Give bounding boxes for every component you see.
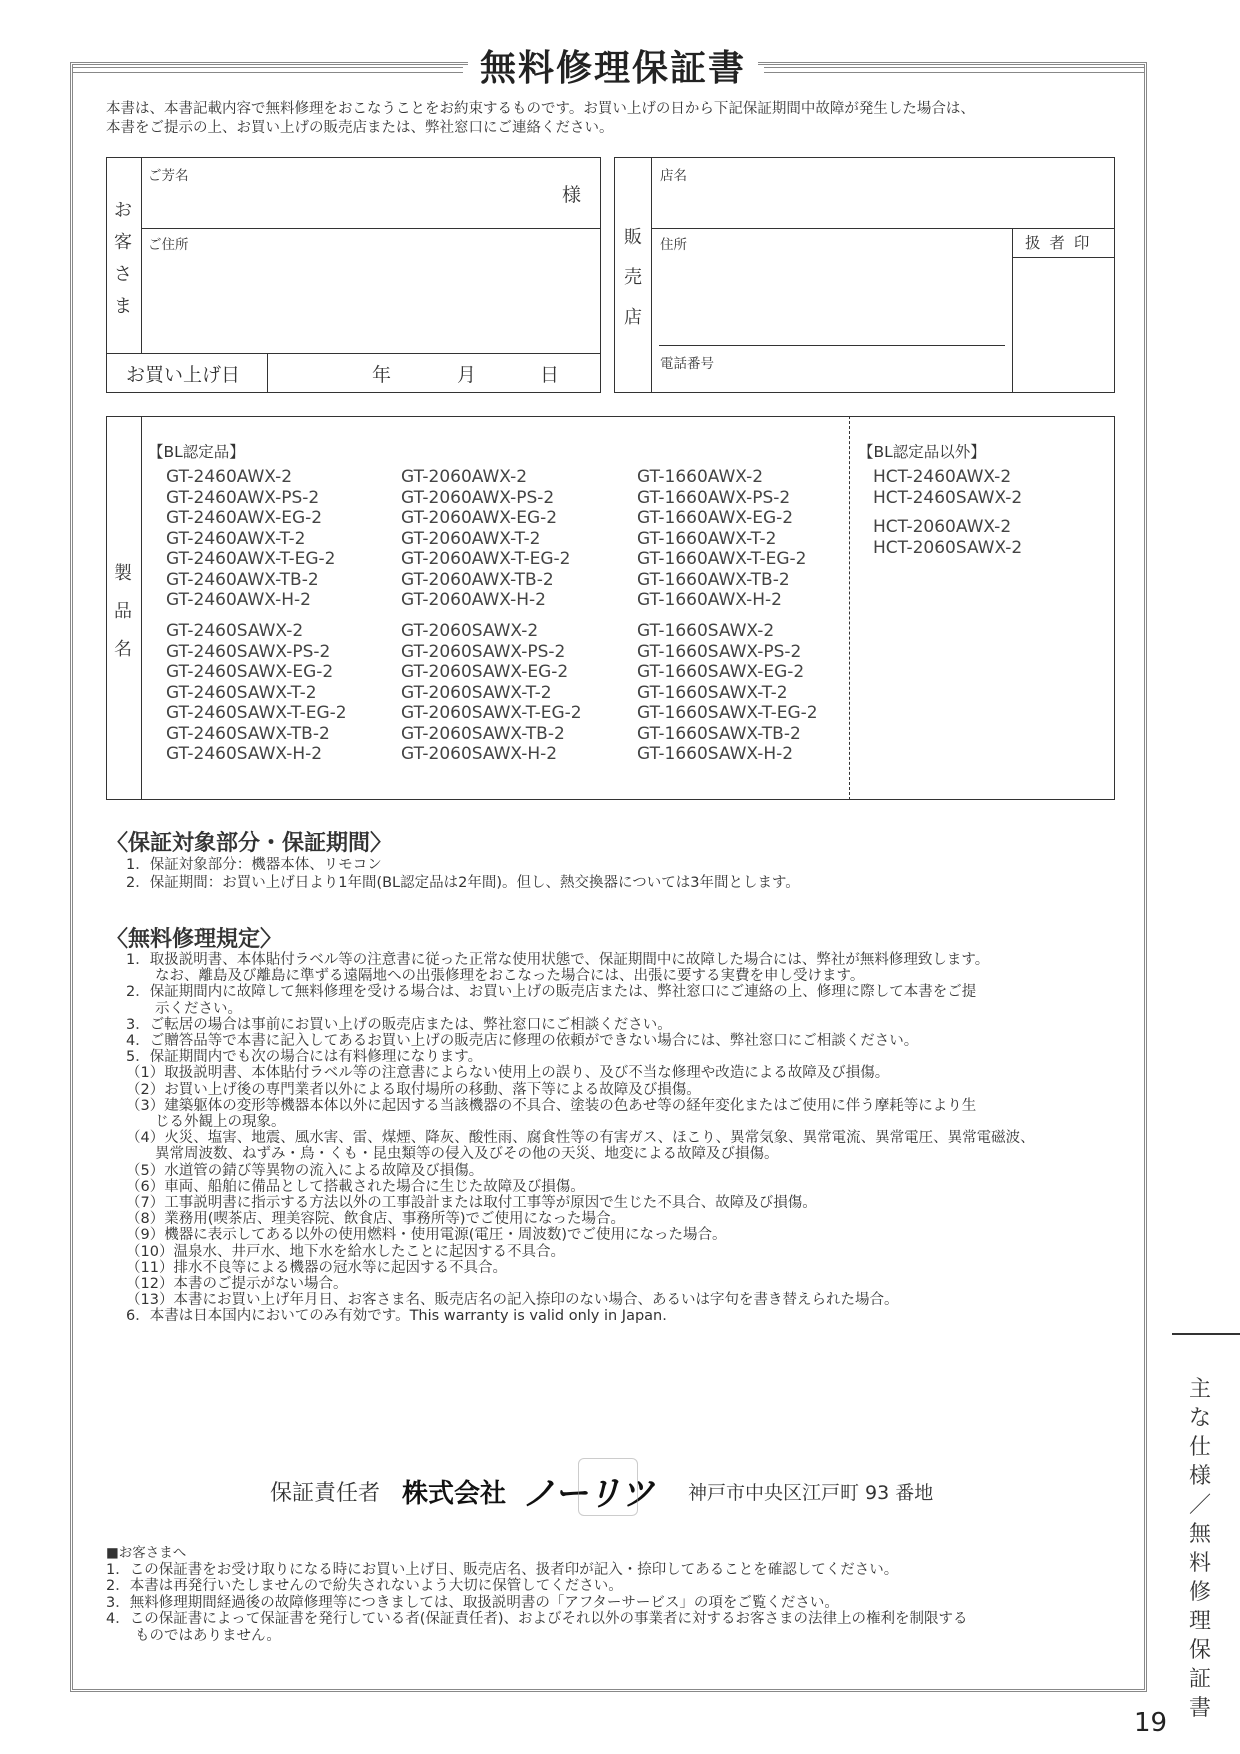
dealer-name-rule [651, 228, 1115, 229]
coverage-title: 〈保証対象部分・保証期間〉 [106, 831, 393, 856]
notes-header: ■お客さまへ [106, 1545, 187, 1561]
name-label: ご芳名 [148, 168, 189, 184]
page-number: 19 [1134, 1708, 1168, 1738]
model-column: HCT-2460AWX-2 HCT-2460SAWX-2 [873, 467, 1023, 508]
dealer-address-label: 住所 [660, 237, 687, 253]
rules-list: 1．取扱説明書、本体貼付ラベル等の注意書に従った正常な使用状態で、保証期間中に故障した場合には、弊社が無料修理致します。 なお、離島及び離島に準ずる遠隔地への出張修理をおこなった場合には、出張に要する実費を申し受けます。 2．保証期間内に故障して無料修理を受ける場合は、お買い上げの販売店または、弊社窓口にご連絡の上、修理に際して本書をご提 示ください。 3．ご転居の場合は事前にお買い上げの販売店または、弊社窓口にご相談ください。 4．ご贈答品等で本書に記入してあるお買い上げの販売店に修理の依頼ができない場合には、弊社窓口にご相談ください。 5．保証期間内でも次の場合には有料修理になります。 （1）取扱説明書、本体貼付ラベル等の注意書によらない使用上の誤り、及び不当な修理や改造による故障及び損傷。 （2）お買い上げ後の専門業者以外による取付場所の移動、落下等による故障及び損傷。 （3）建築躯体の変形等機器本体以外に起因する当該機器の不具合、塗装の色あせ等の経年変化またはご使用に伴う摩耗等により生 じる外観上の現象。 （4）火災、塩害、地震、風水害、雷、煤煙、降灰、酸性雨、腐食性等の有害ガス、ほこり、異常気象、異常電流、異常電圧、異常電磁波、 異常周波数、ねずみ・鳥・くも・昆虫類等の侵入及びその他の天災、地変による故障及び損傷。 （5）水道管の錆び等異物の流入による故障及び損傷。 （6）車両、船舶に備品として搭載された場合に生じた故障及び損傷。 （7）工事説明書に指示する方法以外の工事設計または取付工事等が原因で生じた不具合、故障及び損傷。 （8）業務用(喫茶店、理美容院、飲食店、事務所等)でご使用になった場合。 （9）機器に表示してある以外の使用燃料・使用電源(電圧・周波数)でご使用になった場合。 （10）温泉水、井戸水、地下水を給水したことに起因する不具合。 （11）排水不良等による機器の冠水等に起因する不具合。 （12）本書のご提示がない場合。 （13）本書にお買い上げ年月日、お客さま名、販売店名の記入捺印のない場合、あるいは字句を書き替えられた場合。 6．本書は日本国内においてのみ有効です。This warranty is valid only in Japan. [126, 952, 1035, 1325]
customer-name-rule [141, 228, 601, 229]
company-name: 株式会社 [402, 1479, 507, 1509]
model-column: GT-1660AWX-2 GT-1660AWX-PS-2 GT-1660AWX-EG-2 GT-1660AWX-T-2 GT-1660AWX-T-EG-2 GT-1660AWX-TB-2 GT-1660AWX-H-2 [637, 467, 807, 610]
company-brand-logo: ノーリツ [522, 1474, 653, 1514]
day-label: 日 [540, 364, 560, 386]
model-column: GT-2060SAWX-2 GT-2060SAWX-PS-2 GT-2060SAWX-EG-2 GT-2060SAWX-T-2 GT-2060SAWX-T-EG-2 GT-2060SAWX-TB-2 GT-2060SAWX-H-2 [401, 621, 582, 764]
customer-notes [106, 1545, 968, 1644]
honorific-label: 様 [562, 184, 582, 206]
intro-line: 本書をご提示の上、お買い上げの販売店または、弊社窓口にご連絡ください。 [106, 120, 614, 136]
page-title: 無料修理保証書 [468, 40, 758, 91]
product-divider [141, 416, 142, 800]
customer-box [106, 157, 601, 393]
note-line: 3．無料修理期間経過後の故障修理等につきましては、取扱説明書の「アフターサービス」の項をご覧ください。 [106, 1594, 839, 1611]
model-column: HCT-2060AWX-2 HCT-2060SAWX-2 [873, 517, 1023, 558]
customer-date-rule [106, 353, 601, 354]
side-tab-label: 主 な 仕 様 ／ 無 料 修 理 保 証 書 [1188, 1377, 1211, 1721]
month-label: 月 [457, 364, 477, 386]
phone-rule [659, 345, 1005, 346]
date-divider [267, 353, 268, 393]
model-column: GT-2460SAWX-2 GT-2460SAWX-PS-2 GT-2460SAWX-EG-2 GT-2460SAWX-T-2 GT-2460SAWX-T-EG-2 GT-2460SAWX-TB-2 GT-2460SAWX-H-2 [166, 621, 347, 764]
seal-divider [1012, 228, 1013, 393]
shop-name-label: 店名 [660, 168, 687, 184]
intro-text [106, 100, 1136, 138]
seal-label: 扱 者 印 [1025, 234, 1092, 252]
company-seal-stamp [578, 1458, 638, 1516]
dealer-divider [651, 157, 652, 393]
purchase-date-label: お買い上げ日 [126, 364, 241, 386]
note-line: 4．この保証書によって保証書を発行している者(保証責任者)、およびそれ以外の事業者に対するお客さまの法律上の権利を制限する [106, 1611, 968, 1627]
bl-label: 【BL認定品】 [148, 443, 245, 461]
model-column: GT-1660SAWX-2 GT-1660SAWX-PS-2 GT-1660SAWX-EG-2 GT-1660SAWX-T-2 GT-1660SAWX-T-EG-2 GT-1660SAWX-TB-2 GT-1660SAWX-H-2 [637, 621, 818, 764]
rules-title: 〈無料修理規定〉 [106, 927, 283, 952]
dealer-side-label: 販 売 店 [624, 227, 642, 328]
model-column: GT-2060AWX-2 GT-2060AWX-PS-2 GT-2060AWX-EG-2 GT-2060AWX-T-2 GT-2060AWX-T-EG-2 GT-2060AWX-TB-2 GT-2060AWX-H-2 [401, 467, 571, 610]
product-side-label: 製 品 名 [114, 563, 132, 660]
customer-address-label: ご住所 [148, 237, 189, 253]
non-bl-label: 【BL認定品以外】 [858, 443, 986, 461]
coverage-list: 1．保証対象部分：機器本体、リモコン 2．保証期間：お買い上げ日より1年間(BL認定品は2年間)。但し、熱交換器については3年間とします。 [126, 857, 800, 891]
intro-line: 本書は、本書記載内容で無料修理をおこなうことをお約束するものです。お買い上げの日から下記保証期間中故障が発生した場合は、 [106, 101, 975, 117]
seal-label-rule [1012, 257, 1115, 258]
title-rule-left [73, 67, 463, 73]
company-line [260, 1460, 960, 1520]
note-line: 2．本書は再発行いたしませんので紛失されないよう大切に保管してください。 [106, 1578, 623, 1594]
title-rule-right [764, 67, 1144, 73]
year-label: 年 [372, 364, 392, 386]
side-tab-rule [1172, 1333, 1240, 1335]
note-line: ものではありません。 [106, 1627, 281, 1644]
responsible-label: 保証責任者 [270, 1481, 381, 1506]
customer-divider [141, 157, 142, 353]
company-address: 神戸市中央区江戸町 93 番地 [688, 1482, 934, 1504]
phone-label: 電話番号 [660, 356, 714, 372]
model-column: GT-2460AWX-2 GT-2460AWX-PS-2 GT-2460AWX-EG-2 GT-2460AWX-T-2 GT-2460AWX-T-EG-2 GT-2460AWX-TB-2 GT-2460AWX-H-2 [166, 467, 336, 610]
customer-side-label: お 客 さ ま [114, 200, 132, 317]
product-dashed-divider [849, 416, 850, 800]
note-line: 1．この保証書をお受け取りになる時にお買い上げ日、販売店名、扱者印が記入・捺印してあることを確認してください。 [106, 1561, 899, 1578]
